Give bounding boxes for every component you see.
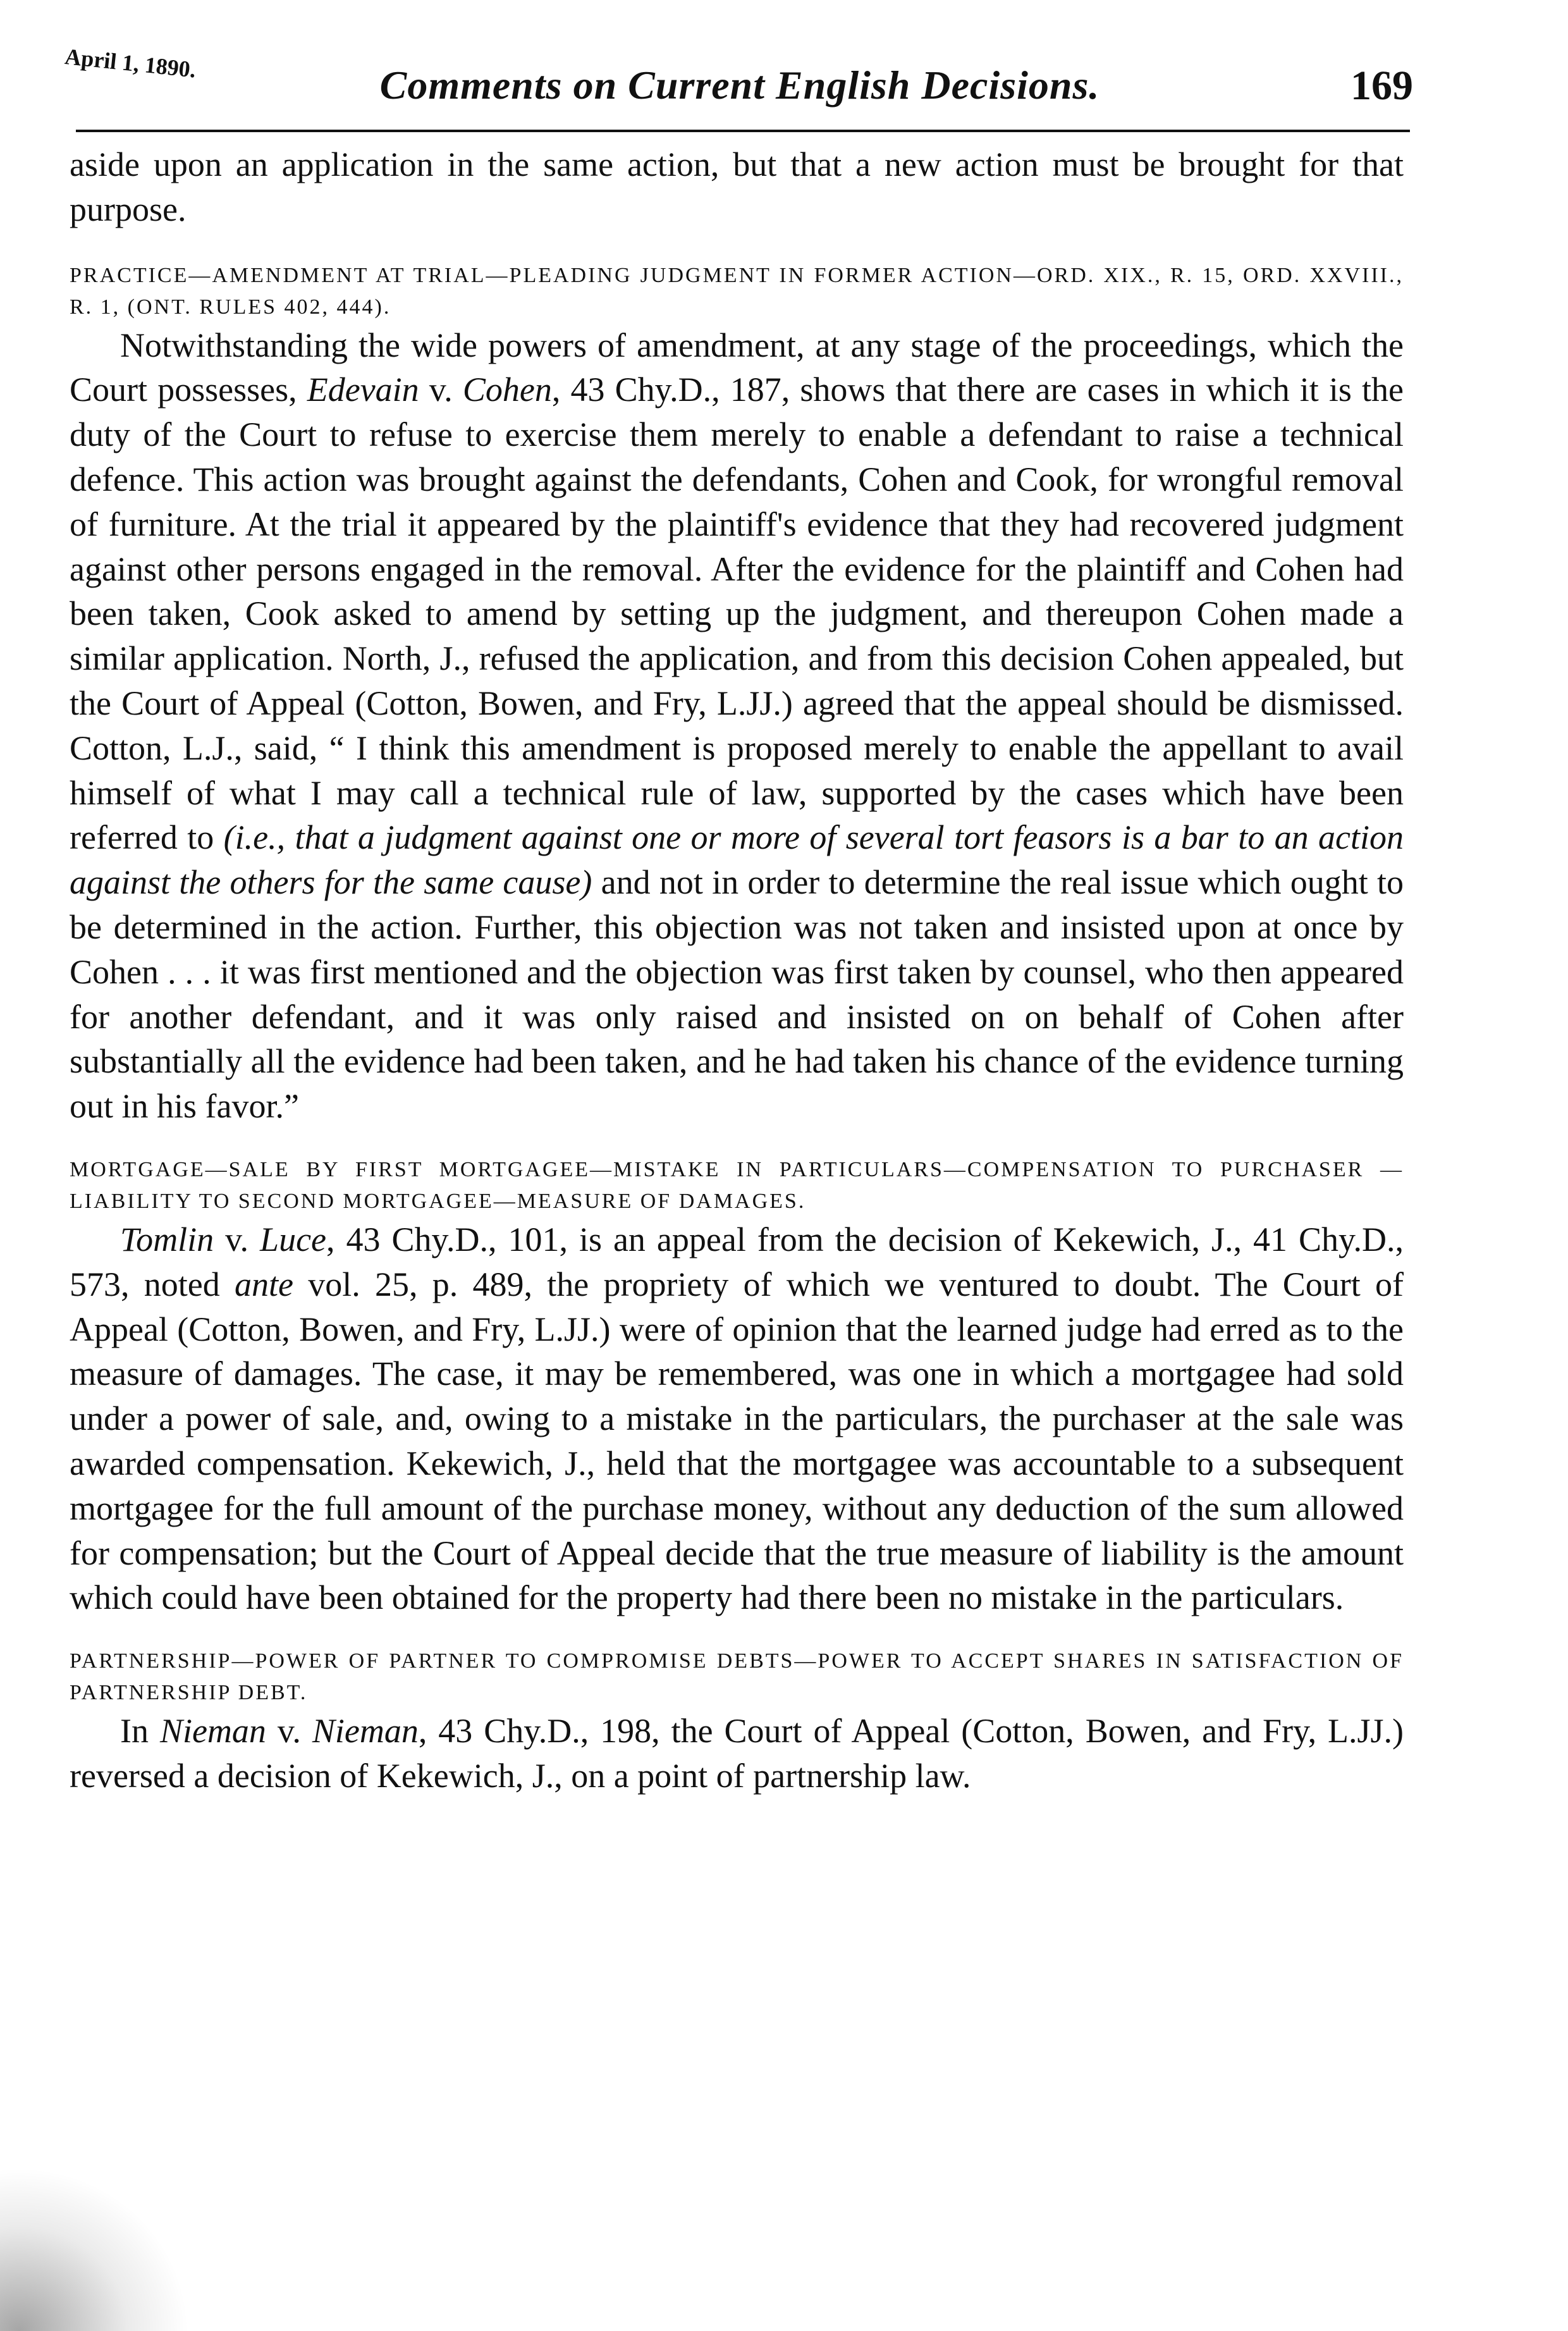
- section-paragraph-practice: [70, 323, 1404, 1129]
- case-name: Edevain: [307, 371, 419, 409]
- body-text: [70, 142, 1404, 1799]
- italic-word: ante: [234, 1265, 293, 1303]
- journal-section-title: Comments on Current English Decisions.: [379, 63, 1100, 108]
- paragraph-text: , 43 Chy.D., 101, is an appeal from the decision of Kekewich, J., 41 Chy.D., 573, noted: [70, 1220, 1404, 1303]
- paragraph-text: Notwithstanding the wide powers of amendment, at any stage of the proceedings, which the Court possesses,: [70, 326, 1404, 409]
- case-name: Tomlin: [120, 1220, 214, 1258]
- continued-paragraph: aside upon an application in the same action, but that a new action must be brought for that purpose.: [70, 145, 1404, 228]
- section-heading-mortgage: MORTGAGE—SALE BY FIRST MORTGAGEE—MISTAKE IN PARTICULARS—COMPENSATION TO PURCHASER —LIABILITY TO SECOND MORTGAGEE—MEASURE OF DAMAGES.: [70, 1157, 1404, 1213]
- section-heading-practice: PRACTICE—AMENDMENT AT TRIAL—PLEADING JUDGMENT IN FORMER ACTION—ORD. XIX., R. 15, ORD. XXVIII., R. 1, (ONT. RULES 402, 444).: [70, 263, 1404, 319]
- paragraph-text: , 43 Chy.D., 187, shows that there are cases in which it is the duty of the Court to refuse to exercise them merely to enable a defendant to raise a technical defence. This action was brought against the defendants, Cohen and Cook, for wrongful removal of furniture. At the trial it appeared by the plaintiff's evidence that they had recovered judgment against other persons engaged in the removal. After the evidence for the plaintiff and Cohen had been taken, Cook asked to amend by setting up the judgment, and thereupon Cohen made a similar application. North, J., refused the application, and from this decision Cohen appealed, but the Court of Appeal (Cotton, Bowen, and Fry, L.JJ.) agreed that the appeal should be dismissed. Cotton, L.J., said, “ I think this amendment is proposed merely to enable the appellant to avail himself of what I may call a technical rule of law, supported by the cases which have been referred to: [70, 371, 1404, 857]
- page-number: 169: [1351, 63, 1413, 109]
- case-name: Nieman: [159, 1712, 266, 1750]
- section-paragraph-partnership: [70, 1709, 1404, 1799]
- header-rule: [76, 130, 1410, 132]
- paragraph-text: v.: [266, 1712, 312, 1750]
- page-corner-wear: [0, 2167, 190, 2331]
- paragraph-text: v.: [214, 1220, 260, 1258]
- paragraph-text: and not in order to determine the real issue which ought to be determined in the action. Further, this objection was not taken and insisted upon at once by Cohen . . . it was first mentioned and the objection was first taken by counsel, who then appeared for another defendant, and it was only raised and insisted on on behalf of Cohen after substantially all the evidence had been taken, and he had taken his chance of the evidence turning out in his favor.”: [70, 863, 1404, 1126]
- paragraph-text: v.: [419, 371, 463, 409]
- paragraph-text: , 43 Chy.D., 198, the Court of Appeal (Cotton, Bowen, and Fry, L.JJ.) reversed a decision of Kekewich, J., on a point of partnership law.: [70, 1712, 1404, 1795]
- section-heading-partnership: PARTNERSHIP—POWER OF PARTNER TO COMPROMISE DEBTS—POWER TO ACCEPT SHARES IN SATISFACTION OF PARTNERSHIP DEBT.: [70, 1649, 1404, 1705]
- case-name: Nieman: [312, 1712, 419, 1750]
- italic-gloss: (i.e., that a judgment against one or more of several tort feasors is a bar to an action against the others for the same cause): [70, 818, 1404, 902]
- issue-date: April 1, 1890.: [63, 43, 197, 83]
- case-name: Luce: [260, 1220, 327, 1258]
- case-name: Cohen: [462, 371, 552, 409]
- paragraph-text: vol. 25, p. 489, the propriety of which we ventured to doubt. The Court of Appeal (Cotton, Bowen, and Fry, L.JJ.) were of opinion that the learned judge had erred as to the measure of damages. The case, it may be remembered, was one in which a mortgagee had sold under a power of sale, and, owing to a mistake in the particulars, the purchaser at the sale was awarded compensation. Kekewich, J., held that the mortgagee was accountable to a subsequent mortgagee for the full amount of the purchase money, without any deduction of the sum allowed for compensation; but the Court of Appeal decide that the true measure of liability is the amount which could have been obtained for the property had there been no mistake in the particulars.: [70, 1265, 1404, 1617]
- section-paragraph-mortgage: [70, 1217, 1404, 1620]
- running-head: [63, 38, 1413, 120]
- paragraph-text: In: [120, 1712, 160, 1750]
